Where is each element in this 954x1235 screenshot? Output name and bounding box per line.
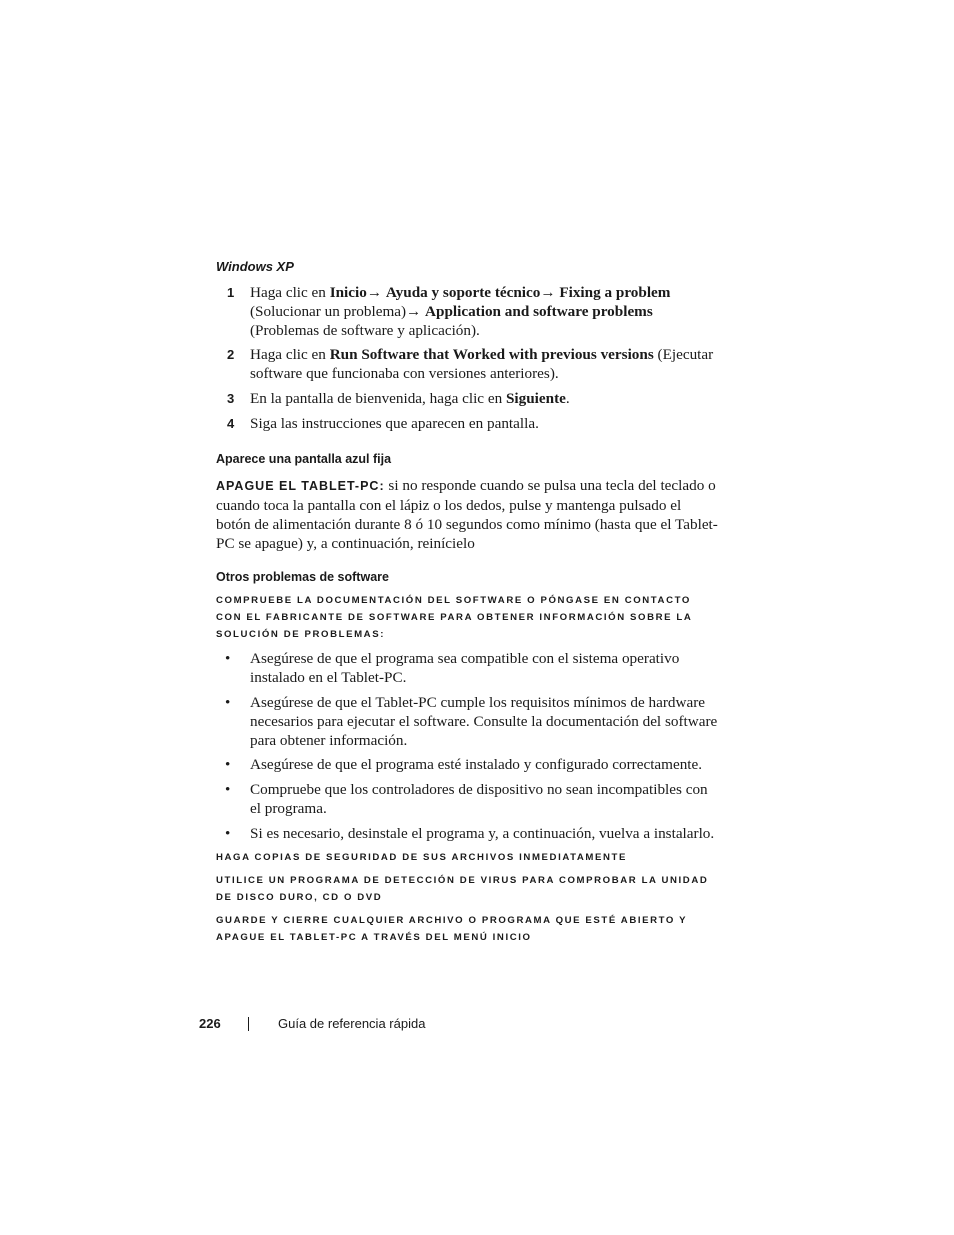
list-item: • Asegúrese de que el programa sea compatible con el sistema operativo instalado en el Tablet-PC. xyxy=(225,650,680,686)
bullet-dot: • xyxy=(225,694,231,711)
step-text-run: → xyxy=(366,284,386,301)
step-3 xyxy=(216,389,716,408)
blue-screen-text: si no responde cuando se pulsa una tecla del teclado o cuando toca la pantalla con el lápiz o los dedos, pulse y mantenga pulsado el botón de alimentación durante 8 ó 10 segundos como mínimo (hasta que el Tablet-PC se apague) y, a continuación, reinícielo xyxy=(216,477,718,552)
step-text-run: (Ejecutar software que funcionaba con versiones anteriores). xyxy=(250,346,714,382)
tail-heading-virus: UTILICE UN PROGRAMA DE DETECCIÓN DE VIRUS PARA COMPROBAR LA UNIDAD DE DISCO DURO, CD O DVD xyxy=(216,875,709,903)
other-problems-lead: COMPRUEBE LA DOCUMENTACIÓN DEL SOFTWARE O PÓNGASE EN CONTACTO CON EL FABRICANTE DE SOFTWARE PARA OBTENER INFORMACIÓN SOBRE LA SOLUCIÓN DE PROBLEMAS: xyxy=(216,595,693,640)
page-number: 226 xyxy=(199,1016,221,1031)
footer-divider xyxy=(248,1017,249,1031)
step-number: 2 xyxy=(227,347,235,362)
step-ui-term: Ayuda y soporte técnico xyxy=(385,284,541,301)
step-number: 3 xyxy=(227,391,235,406)
bullet-dot: • xyxy=(225,781,231,798)
blue-screen-heading: Aparece una pantalla azul fija xyxy=(216,452,392,466)
step-text-run: En la pantalla de bienvenida, haga clic en xyxy=(250,390,506,407)
step-text-run: (Problemas de software y aplicación). xyxy=(250,322,480,339)
tail-heading-shutdown: GUARDE Y CIERRE CUALQUIER ARCHIVO O PROGRAMA QUE ESTÉ ABIERTO Y APAGUE EL TABLET-PC A TRAVÉS DEL MENÚ INICIO xyxy=(216,915,687,943)
list-item: • Compruebe que los controladores de dispositivo no sean incompatibles con el programa. xyxy=(225,781,708,817)
step-text-run: Siga las instrucciones que aparecen en pantalla. xyxy=(250,415,539,432)
step-text-run: (Solucionar un problema)→ xyxy=(250,303,426,320)
other-problems-heading: Otros problemas de software xyxy=(216,570,389,584)
step-4 xyxy=(216,414,716,433)
step-text-run: . xyxy=(565,390,570,407)
blue-screen-lead: APAGUE EL TABLET-PC: xyxy=(216,479,385,493)
step-1 xyxy=(216,283,716,340)
list-item: • Si es necesario, desinstale el programa y, a continuación, vuelva a instalarlo. xyxy=(225,825,715,842)
step-number: 4 xyxy=(227,416,235,431)
step-text-run: Haga clic en xyxy=(250,284,330,301)
section-title: Windows XP xyxy=(216,259,294,274)
step-ui-term: Inicio xyxy=(329,284,367,301)
footer-title: Guía de referencia rápida xyxy=(278,1016,426,1031)
step-text xyxy=(250,414,716,433)
bullet-dot: • xyxy=(225,756,231,773)
step-2 xyxy=(216,345,716,383)
step-text xyxy=(250,283,716,340)
step-text-run: → xyxy=(540,284,560,301)
blue-screen-paragraph xyxy=(216,476,718,553)
step-ui-term: Application and software problems xyxy=(425,303,653,320)
step-ui-term: Run Software that Worked with previous versions xyxy=(329,346,654,363)
bullet-dot: • xyxy=(225,650,231,667)
step-text xyxy=(250,389,716,408)
tail-heading-backup: HAGA COPIAS DE SEGURIDAD DE SUS ARCHIVOS INMEDIATAMENTE xyxy=(216,852,628,863)
step-number: 1 xyxy=(227,285,235,300)
step-ui-term: Fixing a problem xyxy=(559,284,671,301)
list-item: • Asegúrese de que el programa esté instalado y configurado correctamente. xyxy=(225,756,703,773)
list-item: • Asegúrese de que el Tablet-PC cumple los requisitos mínimos de hardware necesarios para ejecutar el software. Consulte la documentación del software para obtener información. xyxy=(225,694,718,749)
bullet-dot: • xyxy=(225,825,231,842)
step-text-run: Haga clic en xyxy=(250,346,330,363)
step-ui-term: Siguiente xyxy=(505,390,566,407)
step-text xyxy=(250,345,716,383)
